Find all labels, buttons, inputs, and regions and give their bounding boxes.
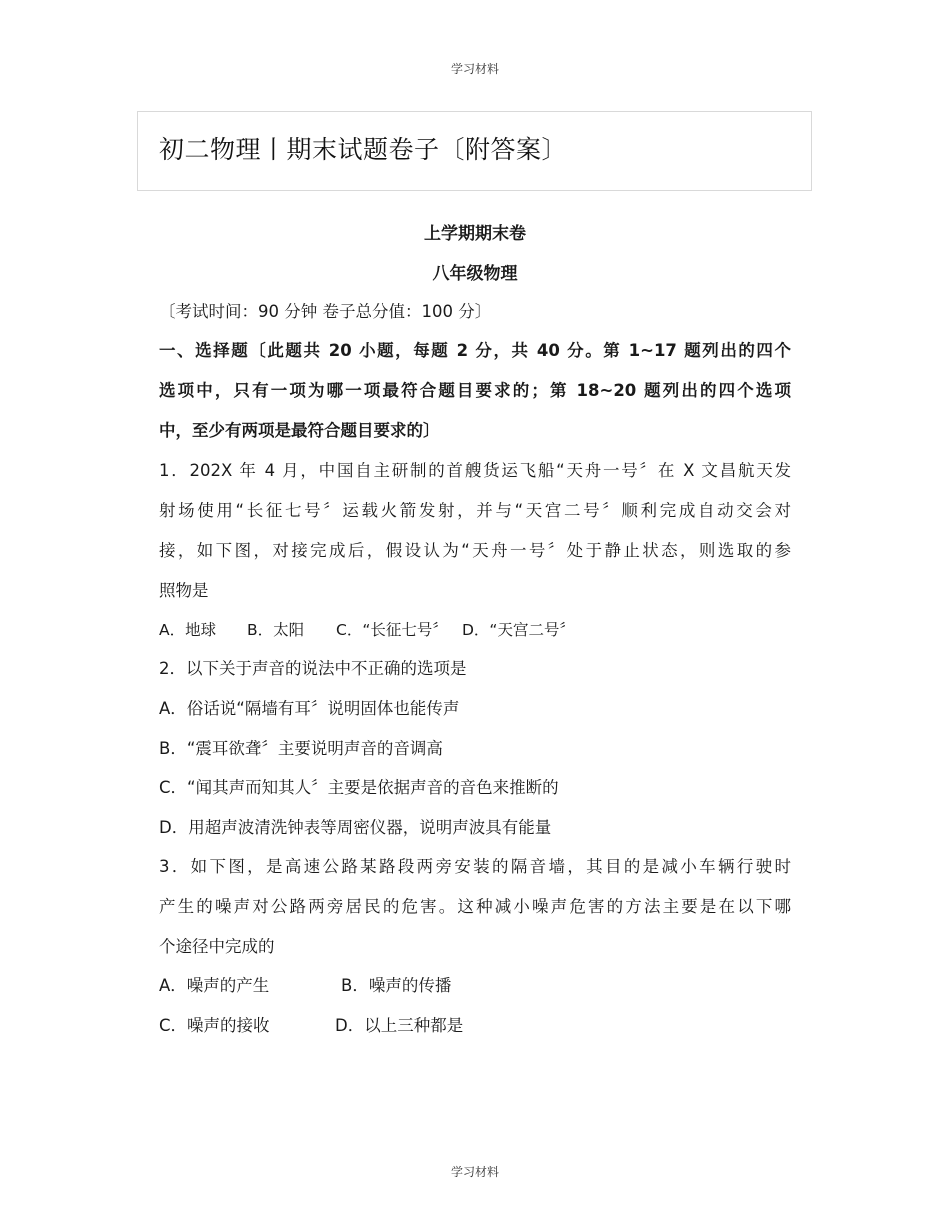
title-box [137, 111, 812, 191]
option-d: D．“天宫二号〞 [462, 621, 575, 639]
option-a: A．噪声的产生 [159, 976, 270, 995]
option-b: B．噪声的传播 [341, 976, 452, 995]
question-2-option-a: A．俗话说“隔墙有耳〞说明固体也能传声 [159, 699, 460, 718]
exam-heading-term: 上学期期末卷 [424, 224, 526, 244]
option-d: D．以上三种都是 [335, 1016, 464, 1035]
question-3-options-row2 [159, 1012, 463, 1036]
question-3-options-row1 [159, 972, 451, 996]
section-instruction-line: 中，至少有两项是最符合题目要求的〕 [159, 421, 440, 440]
question-3-line: 产生的噪声对公路两旁居民的危害。这种减小噪声危害的方法主要是在以下哪 [159, 897, 791, 916]
option-c: C．“长征七号〞 [336, 621, 448, 639]
question-1-line: 射场使用“长征七号〞运载火箭发射，并与“天宫二号〞顺利完成自动交会对 [159, 501, 791, 520]
question-2-option-d: D．用超声波清洗钟表等周密仪器，说明声波具有能量 [159, 818, 552, 837]
option-b: B．太阳 [247, 621, 305, 639]
question-1-line: 接，如下图，对接完成后，假设认为“天舟一号〞处于静止状态，则选取的参 [159, 541, 791, 560]
document-title: 初二物理丨期末试题卷子〔附答案〕 [159, 135, 568, 164]
question-2-option-b: B．“震耳欲聋〞主要说明声音的音调高 [159, 739, 443, 758]
question-3-line: 个途径中完成的 [159, 937, 275, 956]
section-instruction-line: 选项中，只有一项为哪一项最符合题目要求的；第 18~20 题列出的四个选项 [159, 381, 791, 400]
section-instruction-line: 一、选择题〔此题共 20 小题，每题 2 分，共 40 分。第 1~17 题列出的四个 [159, 341, 791, 360]
question-2-stem: 2．以下关于声音的说法中不正确的选项是 [159, 659, 467, 678]
question-1-options [159, 618, 575, 640]
option-a: A．地球 [159, 621, 217, 639]
question-3-line: 3．如下图，是高速公路某路段两旁安装的隔音墙，其目的是减小车辆行驶时 [159, 857, 791, 876]
exam-heading-subject: 八年级物理 [432, 264, 518, 284]
page-header-note: 学习材料 [450, 62, 499, 76]
question-1-line: 照物是 [159, 581, 209, 600]
page-footer-note: 学习材料 [450, 1165, 499, 1179]
option-c: C．噪声的接收 [159, 1016, 270, 1035]
exam-info: 〔考试时间：90 分钟 卷子总分值：100 分〕 [159, 302, 492, 321]
question-1-line: 1．202X 年 4 月，中国自主研制的首艘货运飞船“天舟一号〞在 X 文昌航天发 [159, 461, 791, 480]
question-2-option-c: C．“闻其声而知其人〞主要是依据声音的音色来推断的 [159, 778, 559, 797]
